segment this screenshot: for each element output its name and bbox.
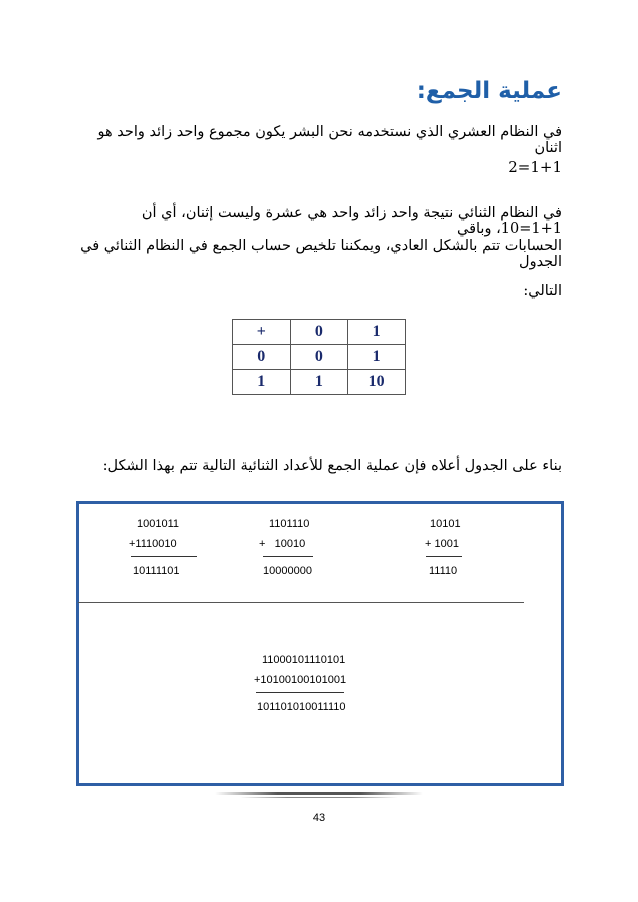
page-number: 43 — [312, 812, 326, 824]
table-cell: 1 — [348, 320, 406, 345]
addend-b: +10100100101001 — [254, 674, 347, 686]
table-cell: 1 — [348, 345, 406, 370]
sum-rule — [131, 556, 197, 557]
table-row — [233, 370, 406, 395]
addend-b: + 1001 — [425, 538, 459, 550]
horizontal-divider — [78, 602, 524, 603]
addend-a: 1001011 — [137, 518, 180, 530]
footer-divider — [215, 792, 423, 795]
addend-a: 1101110 — [269, 518, 310, 530]
table-cell: 0 — [233, 345, 291, 370]
binary-sum-example-3 — [420, 514, 465, 581]
addend-a: 11000101110101 — [262, 654, 346, 666]
addend-b: + 10010 — [259, 538, 306, 550]
formula-decimal: 2=1+1 — [508, 158, 562, 176]
table-row — [233, 345, 406, 370]
paragraph-decimal-sum: في النظام العشري الذي نستخدمه نحن البشر يكون مجموع واحد زائد واحد هو اثنان — [97, 124, 562, 156]
sum-rule — [426, 556, 462, 557]
sum-result: 10111101 — [133, 565, 180, 577]
sum-rule — [263, 556, 313, 557]
table-cell: + — [233, 320, 291, 345]
binary-sum-example-1 — [129, 514, 201, 581]
paragraph-binary-line3: التالي: — [523, 283, 562, 299]
page-heading: عملية الجمع: — [416, 78, 562, 104]
binary-sum-example-4 — [254, 650, 346, 717]
sum-result: 10000000 — [263, 565, 312, 577]
sum-result: 101101010011110 — [257, 701, 346, 713]
addend-b: +1110010 — [129, 538, 177, 550]
table-cell: 0 — [290, 345, 348, 370]
table-cell: 1 — [290, 370, 348, 395]
sum-rule — [256, 692, 344, 693]
table-cell: 1 — [233, 370, 291, 395]
sum-result: 11110 — [429, 565, 458, 577]
binary-addition-table — [232, 319, 406, 395]
paragraph-binary-line2: الحسابات تتم بالشكل العادي، ويمكننا تلخيص حساب الجمع في النظام الثنائي في الجدول — [80, 238, 562, 270]
paragraph-examples-intro: بناء على الجدول أعلاه فإن عملية الجمع للأعداد الثنائية التالية تتم بهذا الشكل: — [102, 458, 562, 474]
table-cell: 10 — [348, 370, 406, 395]
paragraph-binary-line1: في النظام الثنائي نتيجة واحد زائد واحد هي عشرة وليست إثنان، أي أن 1+1=10، وباقي — [141, 205, 562, 237]
footer-divider-thin — [240, 797, 398, 798]
table-row — [233, 320, 406, 345]
addend-a: 10101 — [430, 518, 461, 530]
binary-sum-example-2 — [259, 514, 331, 581]
table-cell: 0 — [290, 320, 348, 345]
